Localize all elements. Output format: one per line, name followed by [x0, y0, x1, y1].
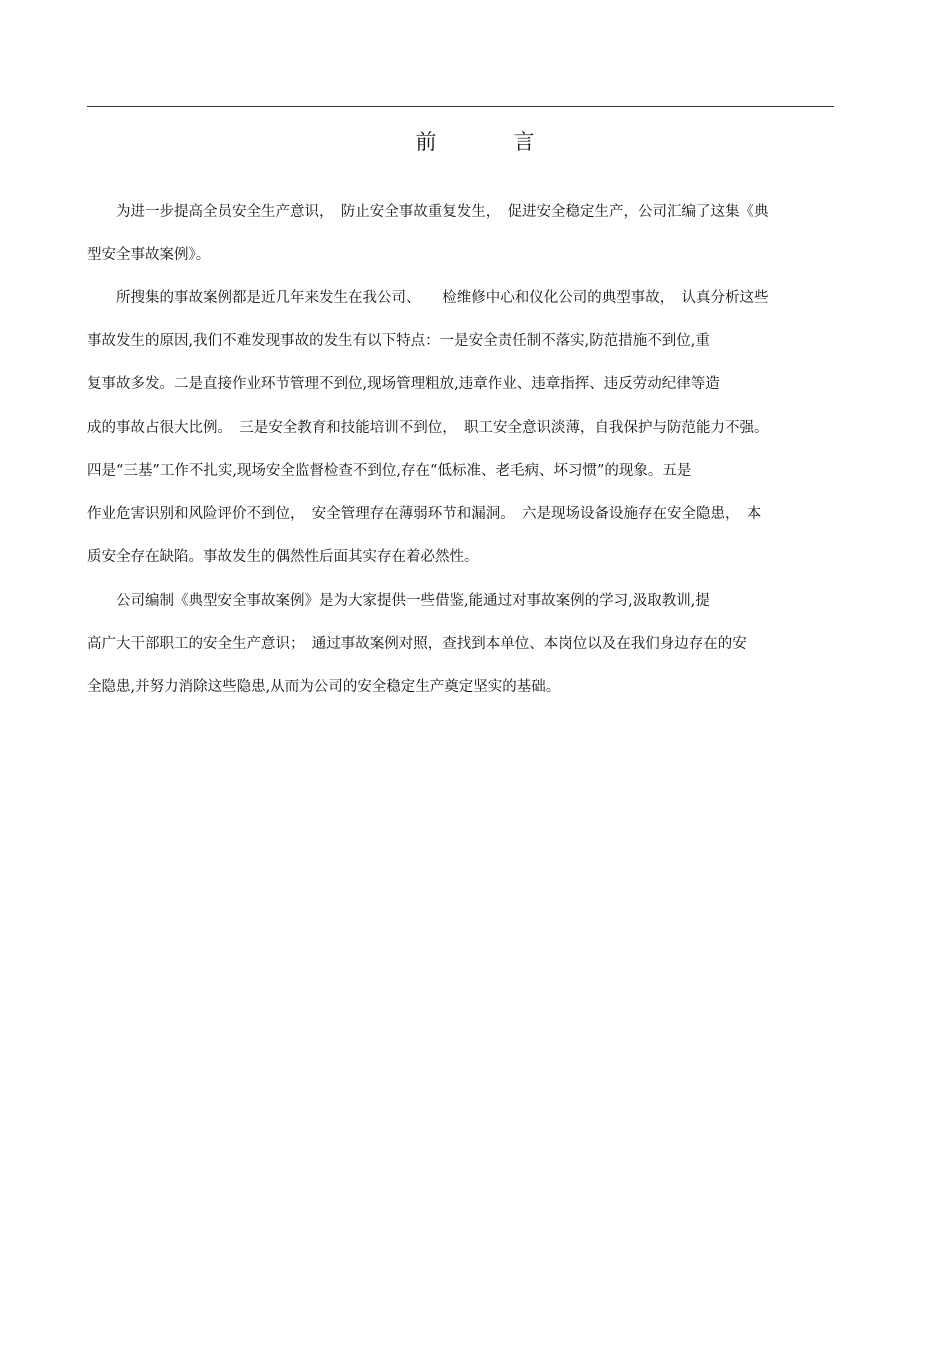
body-line: 复事故多发。二是直接作业环节管理不到位,现场管理粗放,违章作业、违章指挥、违反劳动纪律等造 [87, 376, 720, 392]
body-line: 公司编制《典型安全事故案例》是为大家提供一些借鉴,能通过对事故案例的学习,汲取教训,提 [87, 593, 710, 609]
body-line: 作业危害识别和风险评价不到位， 安全管理存在薄弱环节和漏洞。 六是现场设备设施存在安全隐患， 本 [87, 506, 762, 522]
body-line: 所搜集的事故案例都是近几年来发生在我公司、 检维修中心和仪化公司的典型事故， 认真分析这些 [87, 290, 769, 306]
body-line: 为进一步提高全员安全生产意识， 防止安全事故重复发生， 促进安全稳定生产，公司汇编了这集《典 [87, 204, 769, 220]
body-line: 全隐患,并努力消除这些隐患,从而为公司的安全稳定生产奠定坚实的基础。 [87, 679, 561, 695]
body-line: 四是“三基”工作不扎实,现场安全监督检查不到位,存在“低标准、老毛病、坏习惯”的现象。五是 [87, 463, 692, 479]
body-line: 成的事故占很大比例。 三是安全教育和技能培训不到位， 职工安全意识淡薄，自我保护与防范能力不强。 [87, 420, 769, 436]
body-line: 型安全事故案例》。 [87, 247, 211, 263]
body-line: 质安全存在缺陷。事故发生的偶然性后面其实存在着必然性。 [87, 549, 479, 565]
body-line: 高广大干部职工的安全生产意识； 通过事故案例对照，查找到本单位、本岗位以及在我们身边存在的安 [87, 636, 747, 652]
header-rule [87, 106, 834, 107]
page-title: 前 言 [415, 130, 563, 154]
body-line: 事故发生的原因,我们不难发现事故的发生有以下特点：一是安全责任制不落实,防范措施不到位,重 [87, 333, 710, 349]
